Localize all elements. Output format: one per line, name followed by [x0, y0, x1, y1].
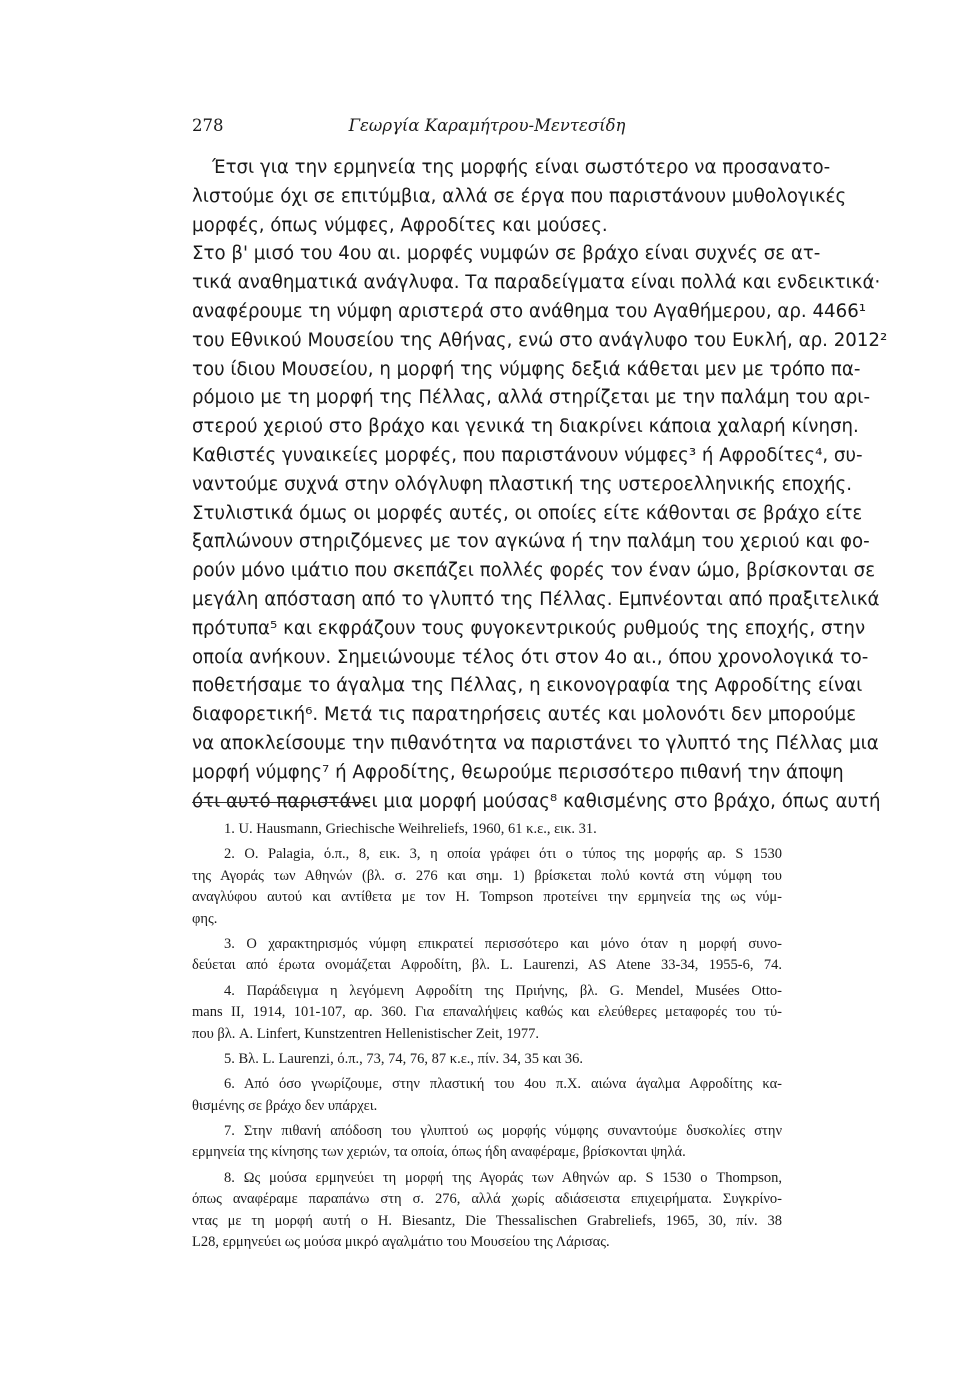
footnote-line: δεύεται από έρωτα ονομάζεται Αφροδίτη, βλ. L. Laurenzi, AS Atene 33-34, 1955-6, 74.	[192, 957, 782, 974]
footnote-line: 8. Ως μούσα ερμηνεύει τη μορφή της Αγοράς των Αθηνών αρ. S 1530 ο Thompson,	[224, 1169, 782, 1186]
text-line: ποθετήσαμε το άγαλμα της Πέλλας, η εικονογραφία της Αφροδίτης είναι	[192, 675, 863, 697]
footnote-line: αναγλύφου αυτού και αντίθετα με τον H. Tompson προτείνει την ερμηνεία της ως νύμ-	[192, 889, 782, 906]
footnote-line: της Αγοράς των Αθηνών (βλ. σ. 276 και σημ. 1) βρίσκεται πολύ κοντά στη νύμφη του	[192, 867, 782, 884]
text-line: να αποκλείσουμε την πιθανότητα να παριστάνει το γλυπτό της Πέλλας μια	[192, 732, 879, 754]
footnote-line: mans II, 1914, 101-107, αρ. 360. Για επαναλήψεις καθώς και ελεύθερες μεταφορές του τύ-	[192, 1004, 782, 1021]
footnote-line: 6. Από όσο γνωρίζουμε, στην πλαστική του 4ου π.Χ. αιώνα άγαλμα Αφροδίτης κα-	[224, 1076, 782, 1093]
page-header	[192, 116, 782, 146]
text-line: Καθιστές γυναικείες μορφές, που παριστάνουν νύμφες³ ή Αφροδίτες⁴, συ-	[192, 444, 863, 466]
footnote-line: 1. U. Hausmann, Griechische Weihreliefs, 1960, 61 κ.ε., εικ. 31.	[224, 821, 597, 837]
text-line: στερού χεριού στο βράχο και γενικά τη διακρίνει κάποια χαλαρή κίνηση.	[192, 416, 859, 438]
footnote-line: ερμηνεία της κίνησης των χεριών, τα οποία, όπως ήδη αναφέραμε, βρίσκονται ψηλά.	[192, 1144, 686, 1161]
text-line: μορφές, όπως νύμφες, Αφροδίτες και μούσες.	[192, 214, 608, 236]
footnote-line: L28, ερμηνεύει ως μούσα μικρό αγαλμάτιο του Μουσείου της Λάρισας.	[192, 1234, 610, 1251]
text-line: αναφέρουμε τη νύμφη αριστερά στο ανάθημα του Αγαθήμερου, αρ. 4466¹	[192, 300, 867, 322]
text-line: ότι αυτό παριστάνει μια μορφή μούσας⁸ καθισμένης στο βράχο, όπως αυτή	[192, 790, 881, 812]
text-line: πρότυπα⁵ και εκφράζουν τους φυγοκεντρικούς ρυθμούς της εποχής, στην	[192, 617, 866, 639]
footnote-line: θισμένης σε βράχο δεν υπάρχει.	[192, 1097, 378, 1114]
text-line: μορφή νύμφης⁷ ή Αφροδίτης, θεωρούμε περισσότερο πιθανή την άποψη	[192, 761, 844, 783]
footnote-divider	[192, 802, 370, 803]
footnote-line: 2. O. Palagia, ό.π., 8, εικ. 3, η οποία γράφει ότι ο τύπος της μορφής αρ. S 1530	[224, 846, 782, 863]
text-line: οποία ανήκουν. Σημειώνουμε τέλος ότι στον 4ο αι., όπου χρονολογικά το-	[192, 646, 869, 668]
text-line: ναντούμε συχνά στην ολόγλυφη πλαστική της υστεροελληνικής εποχής.	[192, 473, 852, 495]
text-line: τικά αναθηματικά ανάγλυφα. Τα παραδείγματα είναι πολλά και ενδεικτικά·	[192, 272, 881, 294]
text-line: του ίδιου Μουσείου, η μορφή της νύμφης δεξιά κάθεται μεν με τρόπο πα-	[192, 358, 861, 380]
footnote-line: 4. Παράδειγμα η λεγόμενη Αφροδίτη της Πριήνης, βλ. G. Mendel, Musées Otto-	[224, 982, 782, 999]
footnotes	[192, 819, 782, 1253]
text-line: διαφορετική⁶. Μετά τις παρατηρήσεις αυτές και μολονότι δεν μπορούμε	[192, 704, 857, 726]
text-line: ρόμοιο με τη μορφή της Πέλλας, αλλά στηρίζεται με την παλάμη του αρι-	[192, 387, 871, 409]
footnote-line: 7. Στην πιθανή απόδοση του γλυπτού ως μορφής νύμφης συναντούμε δυσκολίες στην	[224, 1123, 782, 1140]
main-text	[192, 154, 888, 816]
text-line: μεγάλη απόσταση από το γλυπτό της Πέλλας. Εμπνέονται από πραξιτελικά	[192, 588, 880, 610]
text-line: του Εθνικού Μουσείου της Αθήνας, ενώ στο ανάγλυφο του Ευκλή, αρ. 2012²	[192, 329, 888, 351]
footnote-line: 5. Βλ. L. Laurenzi, ό.π., 73, 74, 76, 87 κ.ε., πίν. 34, 35 και 36.	[224, 1050, 584, 1067]
text-line: Στο β' μισό του 4ου αι. μορφές νυμφών σε βράχο είναι συχνές σε ατ-	[192, 243, 821, 265]
footnote-line: ντας με τη μορφή αυτή ο H. Biesantz, Die Thessalischen Grabreliefs, 1965, 30, πίν. 38	[192, 1212, 782, 1229]
text-line: ξαπλώνουν στηριζόμενες με τον αγκώνα ή την παλάμη του χεριού και φο-	[192, 531, 870, 553]
text-line: Στυλιστικά όμως οι μορφές αυτές, οι οποίες είτε κάθονται σε βράχο είτε	[192, 502, 863, 524]
footnote-line: 3. Ο χαρακτηρισμός νύμφη επικρατεί περισσότερο και μόνο όταν η μορφή συνο-	[224, 935, 782, 952]
running-head: Γεωργία Καραμήτρου-Μεντεσίδη	[348, 116, 626, 135]
text-line: ρούν μόνο ιμάτιο που σκεπάζει πολλές φορές τον έναν ώμο, βρίσκονται σε	[192, 560, 876, 582]
text-line: λιστούμε όχι σε επιτύμβια, αλλά σε έργα που παριστάνουν μυθολογικές	[192, 185, 847, 207]
footnote-line: που βλ. A. Linfert, Kunstzentren Hellenistischer Zeit, 1977.	[192, 1025, 540, 1042]
footnote-line: φης.	[192, 910, 218, 927]
footnote-line: όπως αναφέραμε παραπάνω στη σ. 276, αλλά χωρίς αδιάσειστα επιχειρήματα. Συγκρίνο-	[192, 1191, 782, 1208]
text-line: Έτσι για την ερμηνεία της μορφής είναι σωστότερο να προσανατο-	[212, 157, 831, 178]
page-number: 278	[192, 116, 224, 135]
